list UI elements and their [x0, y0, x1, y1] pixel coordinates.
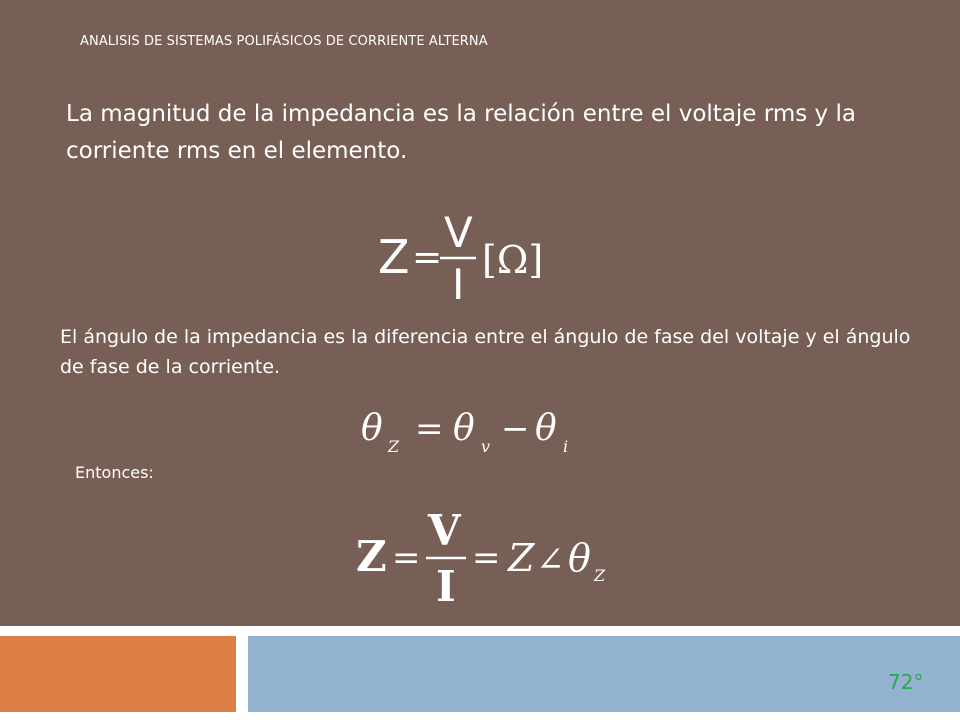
eq3-magnitude-z: Z: [508, 536, 535, 580]
entonces-label: Entonces:: [75, 463, 154, 482]
eq2-theta-v: θ: [453, 408, 475, 449]
eq3-subscript-z: Z: [594, 566, 606, 585]
footer-accent-blue: [248, 636, 960, 712]
eq1-denominator-i: I: [452, 260, 465, 305]
eq2-theta-i: θ: [535, 408, 557, 449]
eq2-minus: −: [501, 409, 530, 449]
slide-header: ANALISIS DE SISTEMAS POLIFÁSICOS DE CORRIENTE ALTERNA: [80, 34, 488, 49]
impedance-angle-equation: [355, 400, 585, 465]
slide-page-number: 72°: [888, 670, 924, 694]
angle-icon: ∠: [536, 540, 565, 580]
eq1-z: Z: [378, 230, 410, 284]
impedance-magnitude-paragraph: La magnitud de la impedancia es la relación entre el voltaje rms y la corriente rms en el elemento.: [66, 101, 856, 164]
eq3-equals-2: =: [472, 538, 501, 578]
footer-accent-orange: [0, 636, 236, 712]
eq3-z-bold: Z: [356, 532, 387, 581]
impedance-angle-paragraph: El ángulo de la impedancia es la diferencia entre el ángulo de fase del voltaje y el ángulo de fase de la corriente.: [60, 326, 911, 378]
impedance-phasor-equation: [350, 505, 620, 605]
impedance-magnitude-equation: [360, 205, 560, 305]
eq2-subscript-v: v: [481, 437, 491, 456]
eq3-theta: θ: [568, 536, 591, 580]
eq1-unit: [Ω]: [482, 238, 544, 282]
eq3-equals-1: =: [392, 538, 421, 578]
eq2-equals: =: [415, 409, 444, 449]
eq2-theta-z: θ: [361, 408, 383, 449]
eq3-denominator-i: I: [436, 562, 456, 605]
eq1-equals: =: [412, 237, 443, 278]
eq1-numerator-v: V: [444, 208, 473, 257]
eq3-numerator-v: V: [428, 506, 461, 555]
eq2-subscript-z: Z: [388, 437, 400, 456]
eq2-subscript-i: i: [563, 437, 569, 456]
